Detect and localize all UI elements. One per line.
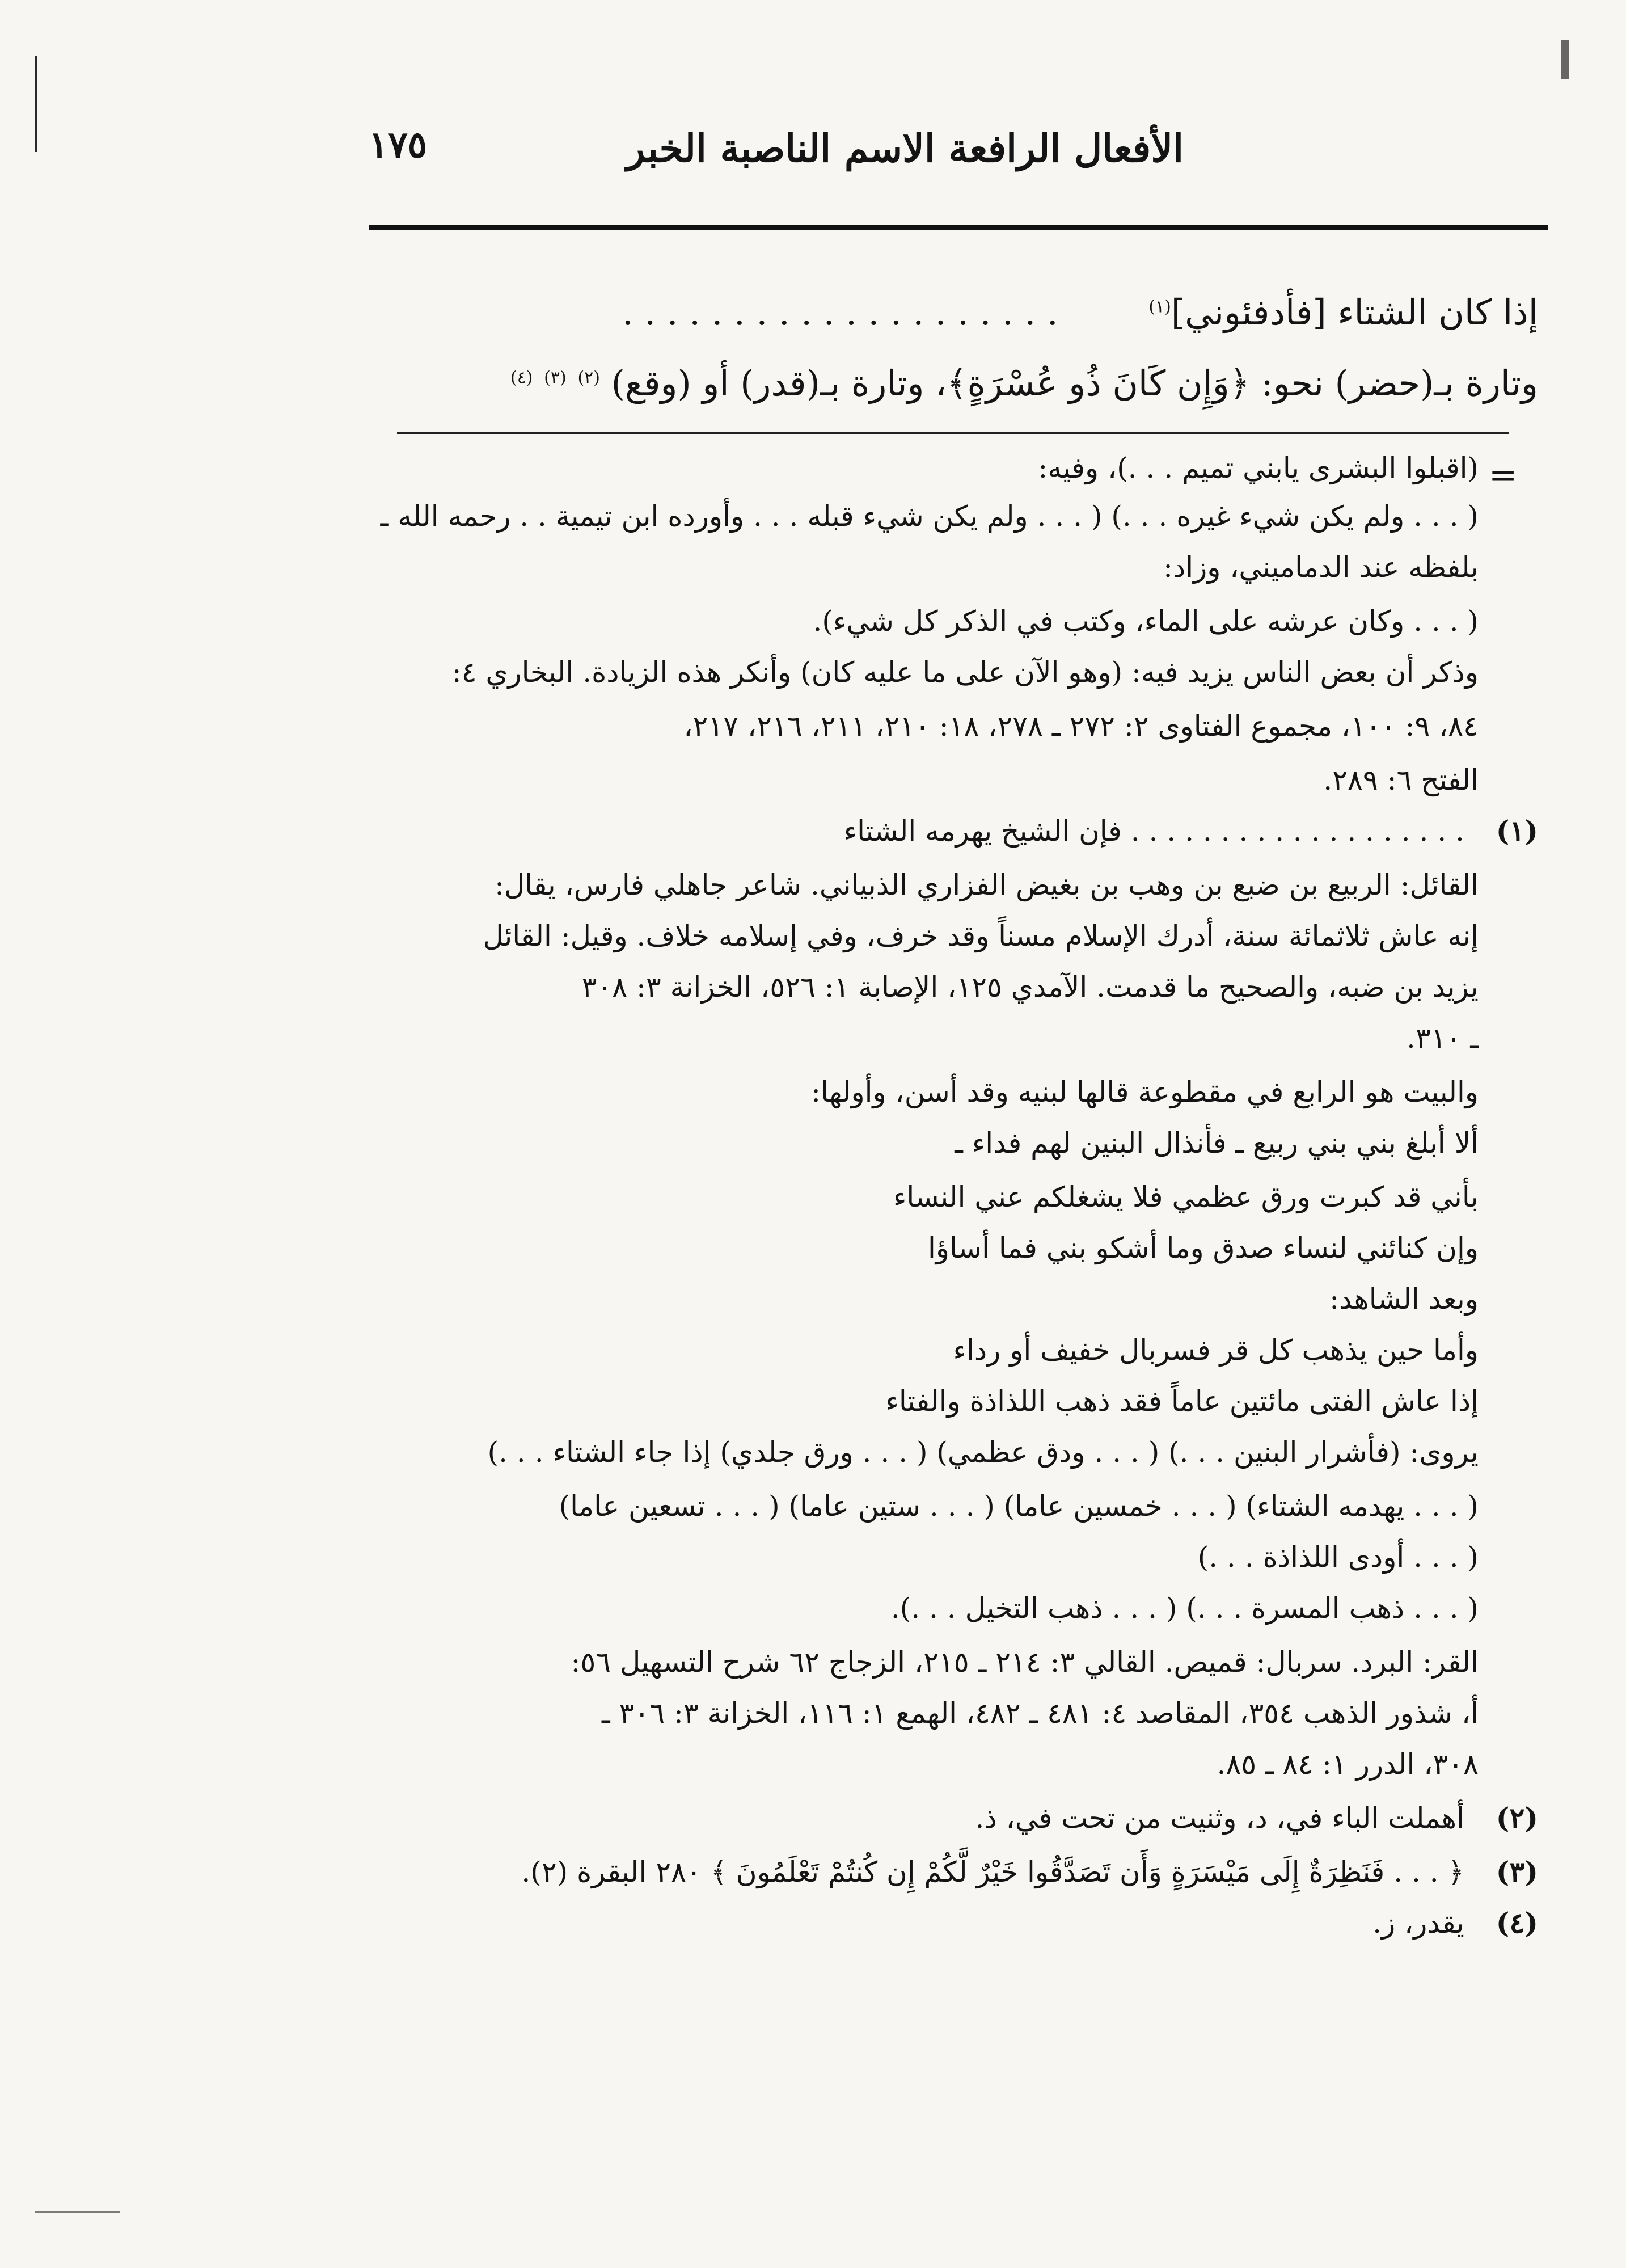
footnote-1-line: ـ ٣١٠. bbox=[1406, 1022, 1479, 1055]
page-number: ١٧٥ bbox=[369, 124, 428, 166]
footnote-1-verse bbox=[843, 814, 1538, 848]
continuation-marker: = bbox=[1489, 456, 1518, 495]
footnote-2-number: (٢) bbox=[1496, 1801, 1538, 1835]
footnote-continuation-line: ( . . . وكان عرشه على الماء، وكتب في الذكر كل شيء). bbox=[813, 605, 1479, 638]
footnote-1-line: ٣٠٨، الدرر ١: ٨٤ ـ ٨٥. bbox=[1217, 1748, 1479, 1781]
footnote-1-poem-line: إذا عاش الفتى مائتين عاماً فقد ذهب اللذاذة والفتاء bbox=[885, 1385, 1479, 1418]
scan-edge-mark bbox=[35, 56, 37, 152]
footnote-continuation-line: ( . . . ولم يكن شيء غيره . . .) ( . . . ولم يكن شيء قبله . . . وأورده ابن تيمية . . رحمه الله ـ bbox=[380, 500, 1479, 533]
footnote-1-line: القر: البرد. سربال: قميص. القالي ٣: ٢١٤ ـ ٢١٥، الزجاج ٦٢ شرح التسهيل ٥٦: bbox=[571, 1646, 1479, 1679]
footnote-1-poem-line: ألا أبلغ بني بني ربيع ـ فأنذال البنين لهم فداء ـ bbox=[955, 1127, 1479, 1160]
verse-line bbox=[622, 292, 1538, 333]
footnote-4-text: يقدر، ز. bbox=[1372, 1907, 1464, 1940]
footnote-1-line: يزيد بن ضبه، والصحيح ما قدمت. الآمدي ١٢٥، الإصابة ١: ٥٢٦، الخزانة ٣: ٣٠٨ bbox=[581, 971, 1479, 1004]
footnote-1-poem-line: بأني قد كبرت ورق عظمي فلا يشغلكم عني النساء bbox=[893, 1181, 1479, 1213]
footnote-1-line: يروى: (فأشرار البنين . . .) ( . . . ودق عظمي) ( . . . ورق جلدي) إذا جاء الشتاء . . .) bbox=[487, 1436, 1479, 1469]
note-ref-4: (٤) bbox=[510, 368, 533, 388]
verse-text: إذا كان الشتاء [فأدفئوني] bbox=[1171, 292, 1538, 333]
note-ref-1: (١) bbox=[1148, 297, 1171, 317]
text-line-content: وتارة بـ(حضر) نحو: ﴿وَإِن كَانَ ذُو عُسْرَةٍ﴾، وتارة بـ(قدر) أو (وقع) bbox=[611, 362, 1538, 404]
footnote-1-line: ( . . . أودى اللذاذة . . .) bbox=[1197, 1541, 1479, 1574]
footnote-rule bbox=[397, 432, 1509, 434]
page-title: الأفعال الرافعة الاسم الناصبة الخبر bbox=[626, 126, 1184, 171]
footnote-1-poem-line: وأما حين يذهب كل قر فسربال خفيف أو رداء bbox=[953, 1334, 1479, 1367]
footnote-1-line: ( . . . يهدمه الشتاء) ( . . . خمسين عاما) ( . . . ستين عاما) ( . . . تسعين عاما) bbox=[559, 1490, 1479, 1523]
footnote-2 bbox=[975, 1801, 1539, 1835]
footnote-continuation-line: بلفظه عند الدماميني، وزاد: bbox=[1163, 551, 1479, 584]
header-rule bbox=[369, 225, 1548, 230]
note-ref-3: (٣) bbox=[544, 368, 567, 388]
text-line bbox=[510, 362, 1538, 404]
scan-bottom-mark bbox=[35, 2211, 120, 2213]
footnote-continuation-line: الفتح ٦: ٢٨٩. bbox=[1323, 764, 1479, 796]
note-ref-2: (٢) bbox=[577, 368, 600, 388]
verse-dots: . . . . . . . . . . . . . . . . . . . . bbox=[622, 292, 1058, 333]
footnote-1-line: وبعد الشاهد: bbox=[1329, 1283, 1479, 1316]
footnote-3-text: ﴿ . . . فَنَظِرَةٌ إِلَى مَيْسَرَةٍ وَأَن تَصَدَّقُوا خَيْرٌ لَّكُمْ إِن كُنتُمْ تَعْلَمُونَ ﴾ ٢٨٠ البقرة (٢). bbox=[521, 1856, 1464, 1888]
footnote-2-text: أهملت الباء في، د، وثنيت من تحت في، ذ. bbox=[975, 1802, 1464, 1835]
footnote-1-line: أ، شذور الذهب ٣٥٤، المقاصد ٤: ٤٨١ ـ ٤٨٢، الهمع ١: ١١٦، الخزانة ٣: ٣٠٦ ـ bbox=[601, 1697, 1479, 1730]
footnote-1-line: إنه عاش ثلاثمائة سنة، أدرك الإسلام مسناً وقد خرف، وفي إسلامه خلاف. وقيل: القائل bbox=[483, 920, 1479, 952]
footnote-1-number: (١) bbox=[1496, 814, 1538, 848]
footnote-1-poem-line: وإن كنائني لنساء صدق وما أشكو بني فما أساؤا bbox=[927, 1232, 1479, 1264]
footnote-1-line: ( . . . ذهب المسرة . . .) ( . . . ذهب التخيل . . .). bbox=[890, 1592, 1479, 1625]
footnote-continuation-line: ٨٤، ٩: ١٠٠، مجموع الفتاوى ٢: ٢٧٢ ـ ٢٧٨، ١٨: ٢١٠، ٢١١، ٢١٦، ٢١٧، bbox=[683, 710, 1479, 743]
footnote-1-verse-text: . . . . . . . . . . . . . . . . . . . فإن الشيخ يهرمه الشتاء bbox=[843, 815, 1464, 848]
footnote-1-line: القائل: الربيع بن ضبع بن وهب بن بغيض الفزاري الذبياني. شاعر جاهلي فارس، يقال: bbox=[495, 869, 1479, 901]
footnote-3 bbox=[521, 1855, 1538, 1888]
footnote-continuation-line: (اقبلوا البشرى يابني تميم . . .)، وفيه: bbox=[1038, 452, 1479, 484]
footnote-3-number: (٣) bbox=[1496, 1855, 1538, 1888]
footnote-continuation-line: وذكر أن بعض الناس يزيد فيه: (وهو الآن على ما عليه كان) وأنكر هذه الزيادة. البخاري ٤: bbox=[451, 656, 1479, 689]
footnote-4-number: (٤) bbox=[1496, 1906, 1538, 1940]
footnote-1-line: والبيت هو الرابع في مقطوعة قالها لبنيه وقد أسن، وأولها: bbox=[811, 1076, 1479, 1108]
footnote-4 bbox=[1372, 1906, 1538, 1940]
scan-corner-mark bbox=[1561, 40, 1569, 79]
